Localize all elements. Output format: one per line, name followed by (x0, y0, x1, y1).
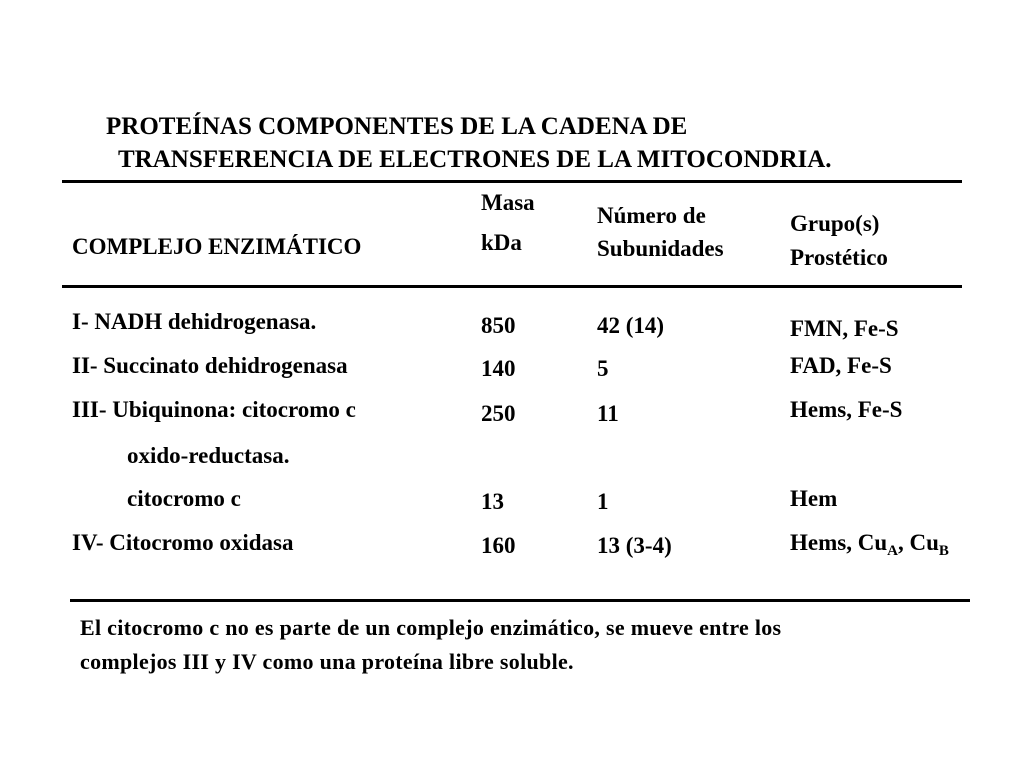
row-2-complejo: II- Succinato dehidrogenasa (72, 353, 348, 378)
row-2-masa: 140 (481, 356, 516, 381)
row-1-grupo: FMN, Fe-S (790, 316, 899, 341)
row-3-subunidades: 11 (597, 401, 619, 426)
row-5-subunidades: 13 (3-4) (597, 533, 672, 558)
note-line-1: El citocromo c no es parte de un complejo enzimático, se mueve entre los (80, 615, 782, 640)
header-grupo-2: Prostético (790, 245, 888, 270)
header-masa-2: kDa (481, 230, 522, 255)
row-3-masa: 250 (481, 401, 516, 426)
header-subunidades-1: Número de (597, 203, 706, 228)
row-5-masa: 160 (481, 533, 516, 558)
top-rule (62, 180, 962, 183)
row-5-complejo: IV- Citocromo oxidasa (72, 530, 294, 555)
row-1-subunidades: 42 (14) (597, 313, 665, 338)
row-3-grupo: Hems, Fe-S (790, 397, 903, 422)
row-1-complejo: I- NADH dehidrogenasa. (72, 309, 317, 334)
header-grupo-1: Grupo(s) (790, 211, 880, 236)
row-4-subunidades: 1 (597, 489, 609, 514)
row-2-subunidades: 5 (597, 356, 609, 381)
header-masa-1: Masa (481, 190, 535, 215)
title-line-1: PROTEÍNAS COMPONENTES DE LA CADENA DE (106, 113, 688, 140)
header-rule (62, 285, 962, 288)
title-line-2: TRANSFERENCIA DE ELECTRONES DE LA MITOCONDRIA. (118, 146, 832, 173)
note-line-2: complejos III y IV como una proteína libre soluble. (80, 649, 574, 674)
row-2-grupo: FAD, Fe-S (790, 353, 892, 378)
row-4-grupo: Hem (790, 486, 838, 511)
header-subunidades-2: Subunidades (597, 236, 724, 261)
row-1-masa: 850 (481, 313, 516, 338)
bottom-rule (70, 599, 970, 602)
row-3b-complejo: oxido-reductasa. (127, 443, 290, 468)
row-3-complejo: III- Ubiquinona: citocromo c (72, 397, 356, 422)
row-4-complejo: citocromo c (127, 486, 241, 511)
row-4-masa: 13 (481, 489, 504, 514)
header-complejo: COMPLEJO ENZIMÁTICO (72, 234, 362, 259)
row-5-grupo: Hems, $Cu_A$, $Cu_B$ (790, 530, 949, 559)
